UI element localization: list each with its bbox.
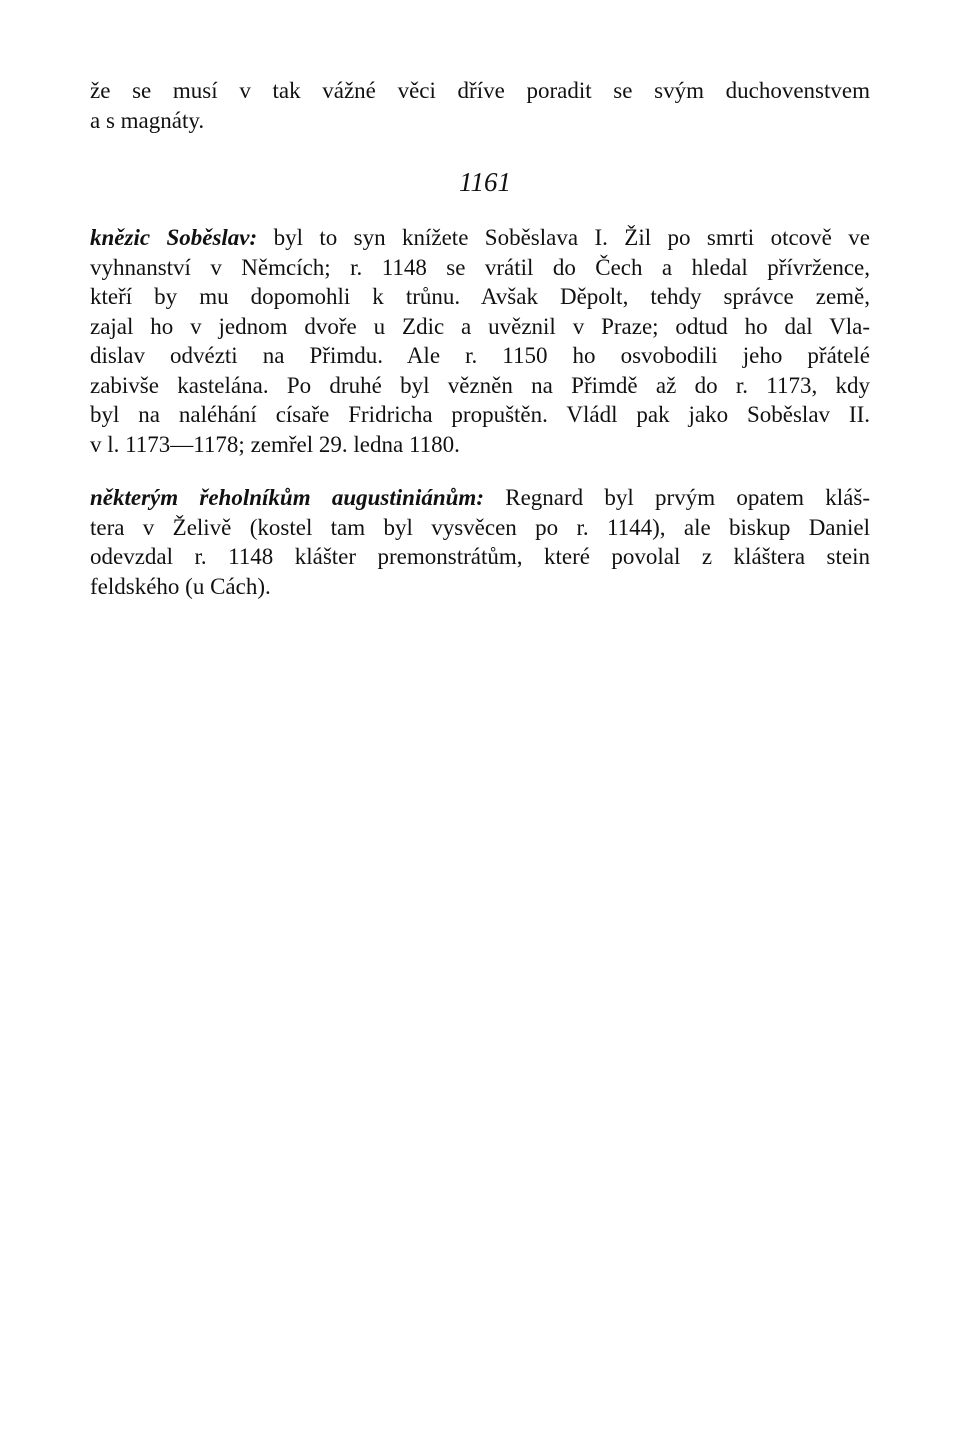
text-line: zajal ho v jednom dvoře u Zdic a uvěznil v Praze; odtud ho dal Vla- — [90, 313, 870, 339]
text-line — [90, 483, 870, 513]
note-sobeslav — [90, 223, 870, 459]
year-heading: 1161 — [459, 167, 511, 197]
text-line: byl na naléhání císaře Fridricha propuštěn. Vládl pak jako Soběslav II. — [90, 402, 870, 427]
lemma: knězic Soběslav: — [90, 225, 258, 250]
note-reholnici — [90, 483, 870, 601]
note-text: byl to syn knížete Soběslava I. Žil po smrti otcově ve — [257, 225, 870, 250]
text-line: dislav odvézti na Přimdu. Ale r. 1150 ho osvobodili jeho přátelé — [90, 343, 870, 368]
text-line: tera v Želivě (kostel tam byl vysvěcen po r. 1144), ale biskup Daniel — [90, 514, 870, 540]
text-line — [90, 223, 870, 253]
lemma: některým řeholníkům augustiniánům: — [90, 485, 484, 510]
page-text — [90, 76, 870, 625]
text-line: zabivše kastelána. Po druhé byl vězněn na Přimdě až do r. 1173, kdy — [90, 372, 870, 398]
text-line: feldského (u Cách). — [90, 573, 271, 599]
text-line: odevzdal r. 1148 klášter premonstrátům, které povolal z kláštera stein — [90, 544, 870, 569]
intro-paragraph — [90, 76, 870, 135]
text-line: a s magnáty. — [90, 107, 205, 133]
text-line: v l. 1173—1178; zemřel 29. ledna 1180. — [90, 431, 460, 457]
text-line: kteří by mu dopomohli k trůnu. Avšak Děpolt, tehdy správce země, — [90, 284, 870, 309]
note-text: Regnard byl prvým opatem kláš- — [483, 485, 870, 510]
text-line: vyhnanství v Němcích; r. 1148 se vrátil do Čech a hledal přívržence, — [90, 254, 870, 280]
text-line: že se musí v tak vážné věci dříve poradit se svým duchovenstvem — [90, 78, 870, 103]
